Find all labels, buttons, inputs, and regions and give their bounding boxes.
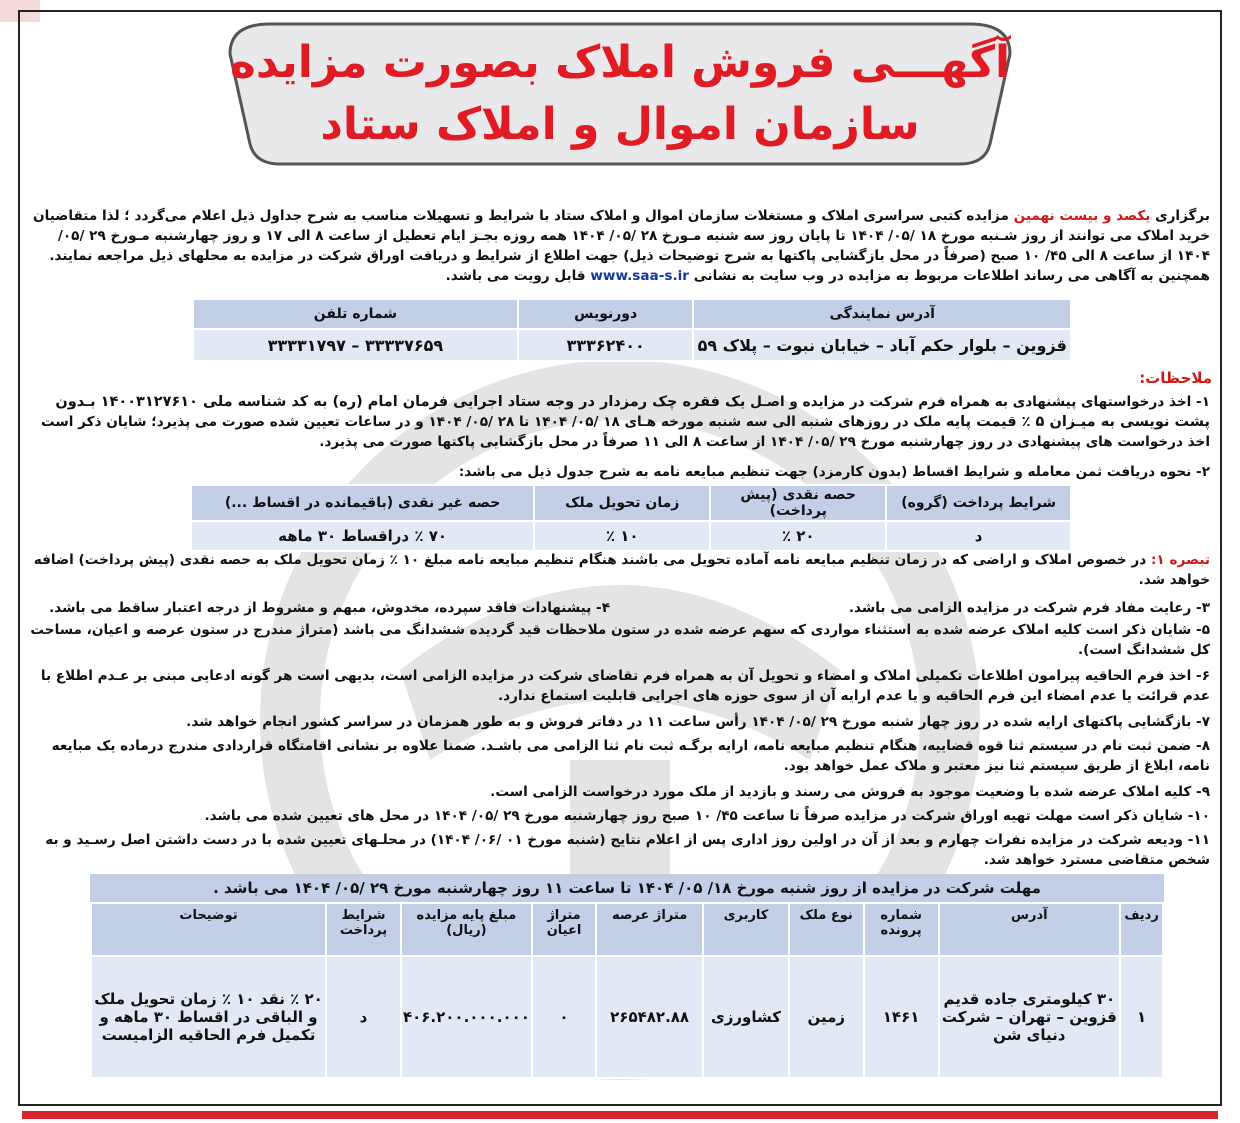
payment-header-cash: حصه نقدی (پیش پرداخت) [710,485,886,521]
property-header-payment: شرایط پرداخت [326,903,401,956]
note-1 [30,392,1210,452]
payment-group: د [886,521,1071,551]
contact-table [192,298,1072,362]
clause-11: ۱۱- ودیعه شرکت در مزایده نفرات چهارم و بعد از آن در اولین روز اداری پس از اعلام نتایج (شنبه مورخ ۰۱ /۰۶/ ۱۴۰۴) در محلـهای تعیین شده با در دست داشتن اصل رسـید و به شخص متقاضی مسترد خواهد شد. [45,832,1210,868]
property-header-row-no: ردیف [1120,903,1163,956]
property-table [90,902,1164,1079]
contact-header-phone: شماره تلفن [193,299,518,329]
payment-row [191,521,1071,551]
notes-heading: ملاحظات: [1139,369,1212,387]
clause-tabsare [30,550,1210,590]
title-line-2: سازمان اموال و املاک ستاد [320,99,920,150]
contact-phone: ۳۳۳۳۷۶۵۹ – ۳۳۳۳۱۷۹۷ [193,329,518,361]
property-header-file-no: شماره پرونده [864,903,939,956]
clause-10: ۱۰- شایان ذکر است مهلت تهیه اوراق شرکت در مزایده صرفاً تا ساعت ۴۵/ ۱۰ صبح روز چهارشنبه مورخ ۲۹ /۰۵/ ۱۴۰۴ در محل های تعیین شده می باشد. [204,808,1210,824]
property-payment: د [326,956,401,1078]
contact-row [193,329,1071,361]
payment-header-group: شرایط پرداخت (گروه) [886,485,1071,521]
note-1-cheque: یک فقره چک رمزدار در وجه ستاد اجرایی فرمان امام (ره) به کد شناسه ملی ۱۴۰۰۳۱۲۷۶۱۰ بـدون پشت نویسی به میـزان ۵ ٪ قیمت پایه [55,394,1210,430]
property-header-building-area: متراژ اعیان [532,903,596,956]
note-1-text-c: ملک در روزهای شنبه الی سه شنبه مورخه هـای ۱۸ /۰۵/ ۱۴۰۴ تا ۲۸ /۰۵/ ۱۴۰۴ و در ساعات تعیین شده صورت می پذیرد؛ شایان ذکر است اخذ درخواست های پیشنهادی در روز چهارشنبه مورخ ۲۹ /۰۵/ ۱۴۰۴ از ساعت ۸ الی ۱۱ صرفاً در محل بازگشایی پاکتها صورت می پذیرد. [41,414,1210,450]
payment-delivery: ۱۰ ٪ [534,521,710,551]
contact-header-row [193,299,1071,329]
property-land-area: ۲۶۵۴۸۲.۸۸ [596,956,703,1078]
payment-header-delivery: زمان تحویل ملک [534,485,710,521]
payment-installments: ۷۰ ٪ دراقساط ۳۰ ماهه [191,521,534,551]
page-title [200,32,1040,156]
clause-5: ۵- شایان ذکر است کلیه املاک عرضه شده به استثناء مواردی که سهم عرضه شده در ستون ملاحظات قید گردیده ششدانگ می باشد (متراژ مندرج در ستون عرصه و اعیان، مساحت کل ششدانگ است). [30,622,1210,658]
clause-8: ۸- ضمن ثبت نام در سیستم ثنا قوه قضاییه، هنگام تنظیم مبایعه نامه، ارایه برگـه ثبت نام ثنا الزامی می باشـد. ضمنا علاوه بر نشانی اقامتگاه قراردادی مندرج درماده یک مبایعه نامه، ابلاغ از طریق سیستم ثنا نیز معتبر و ملاک عمل خواهد بود. [51,738,1210,774]
website-link[interactable]: www.saa-s.ir [590,268,689,284]
property-usage: کشاورزی [703,956,789,1078]
tabsare-label: تبصره ۱: [1150,552,1210,568]
property-table-block [90,874,1164,1079]
property-building-area: ۰ [532,956,596,1078]
property-header-address: آدرس [939,903,1121,956]
intro-text-3: قابل رویت می باشد. [445,268,586,284]
property-type: زمین [789,956,864,1078]
intro-paragraph [30,206,1210,286]
property-base-price: ۴۰۶.۲۰۰.۰۰۰.۰۰۰ [401,956,532,1078]
payment-cash: ۲۰ ٪ [710,521,886,551]
property-row-no: ۱ [1120,956,1163,1078]
payment-table [190,484,1072,552]
property-table-title: مهلت شرکت در مزایده از روز شنبه مورخ ۱۸/ ۰۵/ ۱۴۰۴ تا ساعت ۱۱ روز چهارشنبه مورخ ۲۹ /۰۵/ ۱۴۰۴ می باشد . [90,874,1164,902]
contact-fax: ۳۳۳۶۲۴۰۰ [518,329,694,361]
contact-address: قزوین – بلوار حکم آباد – خیابان نبوت – پلاک ۵۹ [693,329,1071,361]
property-header-usage: کاربری [703,903,789,956]
title-line-1: آگهـــی فروش املاک بصورت مزایده [229,37,1011,88]
contact-header-address: آدرس نمایندگی [693,299,1071,329]
property-header-description: توضیحات [91,903,326,956]
clause-9: ۹- کلیه املاک عرضه شده با وضعیت موجود به فروش می رسند و بازدید از ملک مورد درخواست الزامی است. [490,784,1210,800]
property-description: ۲۰ ٪ نقد ۱۰ ٪ زمان تحویل ملک و الباقی در اقساط ۳۰ ماهه و تکمیل فرم الحاقیه الزامیست [91,956,326,1078]
clause-4: ۴- پیشنهادات فاقد سپرده، مخدوش، مبهم و مشروط از درجه اعتبار ساقط می باشد. [49,600,610,616]
clause-6: ۶- اخذ فرم الحاقیه پیرامون اطلاعات تکمیلی املاک و امضاء و تحویل آن به همراه فرم تقاضای شرکت در مزایده الزامی است، بدیهی است هر گونه ادعایی مبنی بر عـدم اطلاع با عدم قرائت یا عدم امضاء این فرم الحاقیه و یا عدم ارایه آن از سوی حوزه های اجرایی قابلیت استماع ندارد. [40,668,1210,704]
property-header-base-price: مبلغ پایه مزایده (ریال) [401,903,532,956]
contact-header-fax: دورنویس [518,299,694,329]
auction-number: یکصد و بیست نهمین [1013,208,1151,224]
note-2: ۲- نحوه دریافت ثمن معامله و شرایط اقساط (بدون کارمزد) جهت تنظیم مبایعه نامه به شرح جدول ذیل می باشد: [458,464,1210,480]
property-header-land-area: متراژ عرصه [596,903,703,956]
clause-7: ۷- بازگشایی پاکتهای ارایه شده در روز چهار شنبه مورخ ۲۹ /۰۵/ ۱۴۰۴ رأس ساعت ۱۱ در دفاتر فروش و به طور همزمان در سراسر کشور انجام خواهد شد. [186,714,1210,730]
property-header-type: نوع ملک [789,903,864,956]
payment-header-installments: حصه غیر نقدی (باقیمانده در اقساط ...) [191,485,534,521]
clause-3: ۳- رعایت مفاد فرم شرکت در مزایده الزامی می باشد. [848,600,1210,616]
intro-text-1: برگزاری [1155,208,1210,224]
payment-header-row [191,485,1071,521]
tabsare-text: در خصوص املاک و اراضی که در زمان تنظیم مبایعه نامه آماده تحویل می باشند هنگام تنظیم مبایعه نامه مبلغ ۱۰ ٪ زمان تحویل ملک به حصه نقدی (پیش پرداخت) اضافه خواهد شد. [33,552,1210,588]
bottom-red-bar [22,1111,1218,1119]
property-file-no: ۱۴۶۱ [864,956,939,1078]
note-1-text-a: ۱- اخذ درخواستهای پیشنهادی به همراه فرم شرکت در مزایده و اصـل [750,394,1210,410]
intro-text-2: مزایده کتبی سراسری املاک و مستغلات سازمان اموال و املاک ستاد با شرایط و تسهیلات مناسب به شرح جداول ذیل اعلام می‌گردد ؛ لذا متقاضیان خرید املاک می توانند از روز شـنبه مورخ ۱۸ /۰۵/ ۱۴۰۴ تا پایان روز سه شنبه مـورخ ۲۸ /۰۵/ ۱۴۰۴ همه روزه بجـز ایام تعطیل از ساعت ۸ الی ۱۷ و روز چهارشنبه مـورخ ۲۹ /۰۵/ ۱۴۰۴ از ساعت ۸ الی ۴۵/ ۱۰ صبح (صرفاً در محل بازگشایی پاکتها به شرح توضیحات ذیل) جهت اطلاع از شرایط و دریافت اوراق شرکت در مزایده به محلهای ذیل مراجعه نمایند. همچنین به آگاهی می رساند اطلاعات مربوط به مزایده در وب سایت به نشانی [32,208,1210,284]
property-header-row [91,903,1163,956]
property-address: ۳۰ کیلومتری جاده قدیم قزوین – تهران – شرکت دنیای شن [939,956,1121,1078]
property-row [91,956,1163,1078]
